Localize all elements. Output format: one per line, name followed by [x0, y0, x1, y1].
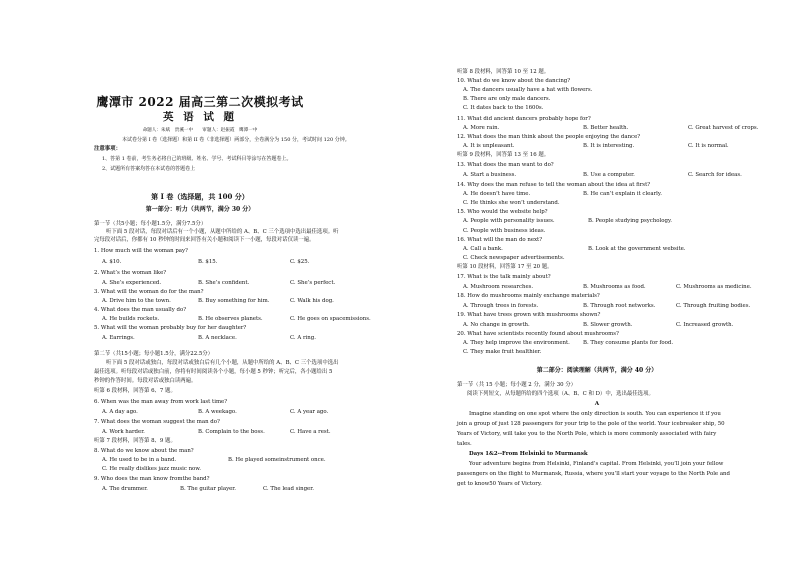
note-2: 2、试题所有答案均答在本试卷的答题卷上 — [102, 166, 196, 172]
option: B. He observes planets. — [198, 316, 263, 322]
option: A. It is unpleasant. — [463, 143, 515, 149]
question-3: 3. What will the woman do for the man? — [94, 289, 204, 295]
option: A. Work harder. — [102, 429, 145, 435]
option: A. Through trees in forests. — [463, 303, 539, 309]
passage-line: Your adventure begins from Helsinki, Finland’s capital. From Helsinki, you’ll join your fellow — [469, 461, 724, 467]
option: B. They consume plants for food. — [583, 340, 674, 346]
part1-heading: 第一部分：听力（共两节，满分 30 分） — [145, 206, 255, 213]
option: B. People studying psychology. — [588, 218, 673, 224]
option: C. It dates back to the 1600s. — [463, 105, 544, 111]
sec1-directions: 完每段对话后，你都有 10 秒钟的时间来回答有关小题和阅读下一小题，每段对话仅读一遍。 — [94, 237, 315, 243]
question-15: 15. Who would the website help? — [457, 209, 548, 215]
option: A. He doesn’t have time. — [463, 191, 531, 197]
question-12: 12. What does the man think about the people enjoying the dance? — [457, 134, 641, 140]
option: A. Drive him to the town. — [102, 298, 171, 304]
option: C. She’s perfect. — [290, 280, 336, 286]
option: A. Earrings. — [102, 335, 135, 341]
sec2-heading: 第二节（共15小题；每小题1.5分，满分22.5分） — [94, 351, 214, 357]
material-heading: 听第 9 段材料，回答第 13 至 16 题。 — [457, 152, 550, 158]
sec2-directions: 最佳选项。听每段对话或独白前，你将有时间阅读各个小题，每小题 5 秒钟；听完后，各小题给出 5 — [94, 369, 333, 375]
reading-sec1-heading: 第一节（共 15 小题；每小题 2 分，满分 30 分） — [457, 382, 577, 388]
option: B. There are only male dancers. — [463, 96, 551, 102]
question-14: 14. Why does the man refuse to tell the woman about the idea at first? — [457, 182, 651, 188]
question-4: 4. What does the man usually do? — [94, 307, 187, 313]
option: B. Slower growth. — [583, 322, 633, 328]
option: C. They make fruit healthier. — [463, 349, 542, 355]
option: C. Search for ideas. — [688, 172, 742, 178]
option: B. $15. — [198, 259, 218, 265]
option: A. He builds rockets. — [102, 316, 160, 322]
option: A. Start a business. — [463, 172, 517, 178]
option: B. She’s confident. — [198, 280, 250, 286]
option: C. Have a rest. — [290, 429, 331, 435]
exam-title: 鹰潭市 2022 届高三第二次模拟考试 — [96, 95, 304, 109]
option: C. Mushrooms as medicine. — [676, 284, 752, 290]
option: B. Better health. — [583, 125, 629, 131]
volume-heading: 第 I 卷（选择题，共 100 分） — [151, 192, 249, 201]
option: A. A day ago. — [102, 409, 138, 415]
material-heading: 听第 7 段材料，回答第 8、9 题。 — [94, 438, 176, 444]
question-19: 19. What have trees grown with mushrooms shown? — [457, 312, 601, 318]
reading-directions: 阅读下列短文，从每题所给的四个选项（A、B、C 和 D）中，选出最佳选项。 — [467, 391, 654, 397]
exam-subtitle: 英 语 试 题 — [163, 111, 237, 123]
option: A. He used to be in a band. — [102, 457, 177, 463]
option: C. Great harvest of crops. — [688, 125, 759, 131]
option: C. He really dislikes jazz music now. — [102, 466, 201, 472]
option: A. She’s experienced. — [102, 280, 162, 286]
passage-line: Years of Victory, will take you to the North Pole, which is more commonly associated with fairy — [457, 431, 717, 437]
sec2-directions: 听下面 5 段对话或独白，每段对话或独白后有几个小题，从题中所给的 A、B、C 三个选项中选出 — [106, 360, 339, 366]
option: C. People with business ideas. — [463, 228, 546, 234]
option: B. He played someinstrument once. — [228, 457, 326, 463]
option: A. The dancers usually have a hat with flowers. — [463, 87, 593, 93]
option: B. It is interesting. — [583, 143, 635, 149]
option: A. The drummer. — [102, 486, 148, 492]
question-1: 1. How much will the woman pay? — [94, 248, 188, 254]
question-18: 18. How do mushrooms mainly exchange materials? — [457, 293, 600, 299]
option: C. Through fruiting bodies. — [676, 303, 751, 309]
option: C. Increased growth. — [676, 322, 734, 328]
option: C. Walk his dog. — [290, 298, 334, 304]
passage-subheading: Days 1&2--From Helsinki to Murmansk — [469, 451, 588, 457]
right-column — [400, 0, 794, 562]
passage-line: get to know50 Years of Victory. — [457, 481, 542, 487]
option: B. Through root networks. — [583, 303, 656, 309]
question-20: 20. What have scientists recently found about mushrooms? — [457, 331, 619, 337]
option: B. A weekago. — [198, 409, 237, 415]
question-7: 7. What does the woman suggest the man do? — [94, 419, 220, 425]
material-heading: 听第 6 段材料，回答第 6、7 题。 — [94, 388, 176, 394]
option: C. He goes on spacemissions. — [290, 316, 371, 322]
option: C. $25. — [290, 259, 310, 265]
part2-heading: 第二部分：阅读理解（共两节，满分 40 分） — [536, 367, 658, 374]
exam-intro: 本试卷分第 I 卷（选择题）和第 II 卷（非选择题）两部分，全卷满分为 150 分，考试时间 120 分钟。 — [122, 137, 350, 143]
sec1-heading: 第一节（共5小题；每小题1.5分，满分7.5分） — [94, 221, 207, 227]
sec2-directions: 秒钟的作答时间。每段对话或独白读两遍。 — [94, 378, 197, 384]
option: A. They help improve the environment. — [463, 340, 570, 346]
question-13: 13. What does the man want to do? — [457, 162, 554, 168]
passage-line: tales. — [457, 441, 472, 447]
question-16: 16. What will the man do next? — [457, 237, 543, 243]
option: A. More rain. — [463, 125, 500, 131]
question-10: 10. What do we know about the dancing? — [457, 78, 571, 84]
option: B. Buy something for him. — [198, 298, 270, 304]
option: A. $10. — [102, 259, 122, 265]
option: B. Look at the government website. — [588, 246, 686, 252]
question-2: 2. What’s the woman like? — [94, 270, 167, 276]
material-heading: 听第 10 段材料，回答第 17 至 20 题。 — [457, 264, 553, 270]
exam-authors: 命题人：朱斌 贵溪一中 审题人：赵振霞 鹰潭一中 — [142, 128, 258, 133]
question-11: 11. What did ancient dancers probably hope for? — [457, 116, 591, 122]
option: A. People with personality issues. — [463, 218, 555, 224]
option: B. He can’t explain it clearly. — [583, 191, 662, 197]
question-9: 9. Who does the man know fromthe band? — [94, 476, 210, 482]
note-1: 1、答第 1 卷前，考生务必将自己的班级、姓名、学号、考试科目等涂写在答题卷上。 — [102, 156, 292, 162]
option: C. A year ago. — [290, 409, 329, 415]
question-8: 8. What do we know about the man? — [94, 448, 194, 454]
notes-title: 注意事项： — [94, 146, 121, 152]
passage-label: A — [594, 401, 600, 407]
option: A. No change in growth. — [463, 322, 530, 328]
passage-line: Imagine standing on one spot where the only direction is south. You can experience it if you — [469, 411, 721, 417]
option: B. Use a computer. — [583, 172, 635, 178]
option: A. Mushroom researches. — [463, 284, 534, 290]
option: C. Check newspaper advertisements. — [463, 255, 565, 261]
question-5: 5. What will the woman probably buy for her daughter? — [94, 325, 247, 331]
option: C. It is normal. — [688, 143, 729, 149]
option: B. A necklace. — [198, 335, 237, 341]
passage-line: passengers on the flight to Murmansk, Russia, where you’ll start your voyage to the North Pole and — [457, 471, 730, 477]
passage-line: join a group of just 128 passengers for your trip to the pole of the world. Your icebreaker ship, 50 — [457, 421, 725, 427]
sec1-directions: 听下面 5 段对话，每段对话后有一个小题，从题中所给的 A、B、C 三个选项中选出最佳选项。听 — [106, 229, 339, 235]
option: C. He thinks she won’t understand. — [463, 200, 560, 206]
option: C. The lead singer. — [263, 486, 314, 492]
option: B. The guitar player. — [180, 486, 236, 492]
option: B. Complain to the boss. — [198, 429, 265, 435]
option: C. A ring. — [290, 335, 316, 341]
question-6: 6. When was the man away from work last time? — [94, 399, 228, 405]
material-heading: 听第 8 段材料，回答第 10 至 12 题。 — [457, 69, 550, 75]
question-17: 17. What is the talk mainly about? — [457, 274, 551, 280]
option: B. Mushrooms as food. — [583, 284, 646, 290]
option: A. Call a bank. — [463, 246, 503, 252]
